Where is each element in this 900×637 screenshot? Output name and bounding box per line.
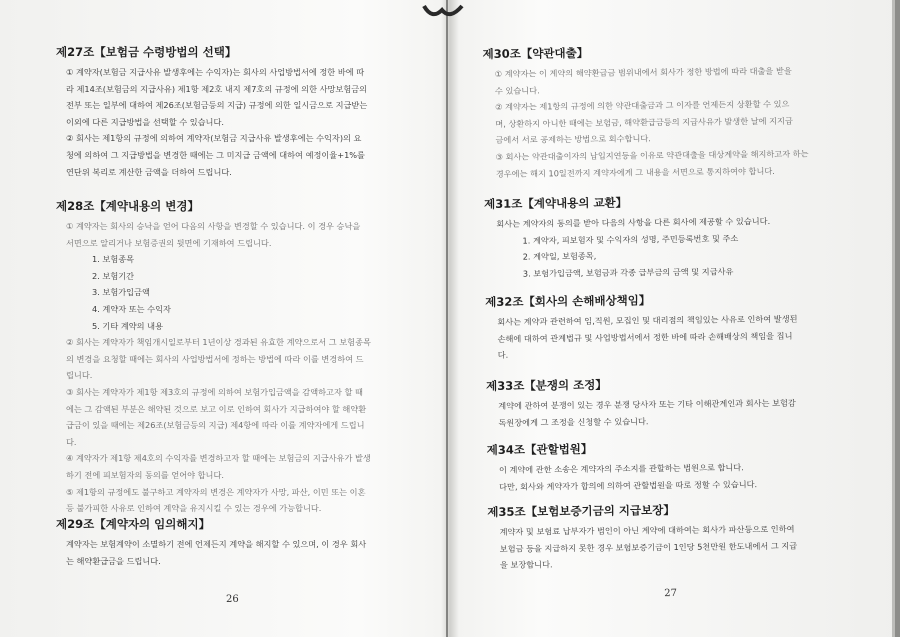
right-page bbox=[482, 0, 853, 637]
article-line: 서면으로 알리거나 보험증권의 뒷면에 기재하여 드립니다. bbox=[66, 237, 272, 248]
article-line: 수 있습니다. bbox=[494, 84, 540, 96]
article-line: 며, 상환하지 아니한 때에는 보험금, 해약환급금등의 지급사유가 발생한 날에 지지급 bbox=[495, 115, 793, 129]
article-line: 하기 전에 피보험자의 동의를 얻어야 합니다. bbox=[66, 469, 224, 480]
article-line: ④ 계약자가 제1항 제4호의 수익자를 변경하고자 할 때에는 보험금의 지급사유가 발생 bbox=[66, 453, 371, 464]
exchange-items-list bbox=[522, 229, 849, 282]
article-line: 금에서 서로 공제하는 방법으로 회수합니다. bbox=[495, 133, 651, 146]
article-28 bbox=[56, 198, 428, 517]
article-title: 제34조【관할법원】 bbox=[486, 441, 593, 457]
article-line: 독원장에게 그 조정을 신청할 수 있습니다. bbox=[498, 415, 649, 428]
article-line: 손해에 대하여 관계법규 및 사업방법서에서 정한 바에 따라 손해배상의 책임을 집니 bbox=[497, 330, 793, 344]
article-31 bbox=[484, 192, 849, 282]
article-27 bbox=[56, 44, 428, 180]
article-title: 제32조【회사의 손해배상책임】 bbox=[485, 293, 651, 309]
article-line: ① 계약자(보험금 지급사유 발생후에는 수익자)는 회사의 사업방법서에 정한 바에 따 bbox=[66, 67, 365, 77]
article-title: 제28조【계약내용의 변경】 bbox=[56, 199, 199, 213]
article-line: 경우에는 해지 10일전까지 계약자에게 그 내용을 서면으로 통지하여야 합니다. bbox=[495, 165, 775, 179]
list-item: 1. 계약자, 피보험자 및 수익자의 성명, 주민등록번호 및 주소 bbox=[522, 232, 739, 246]
article-line: 립니다. bbox=[66, 370, 93, 381]
list-item: 4. 계약자 또는 수익자 bbox=[92, 303, 171, 314]
left-page bbox=[56, 0, 428, 637]
article-line: 전부 또는 일부에 대하여 제26조(보험금등의 지급) 규정에 의한 일시금으로 지급받는 bbox=[66, 100, 368, 111]
article-33 bbox=[486, 374, 851, 431]
article-line: 는 해약환급금을 드립니다. bbox=[66, 555, 161, 566]
article-line: ⑤ 제1항의 규정에도 불구하고 계약자의 변경은 계약자가 사망, 파산, 이민 또는 이혼 bbox=[66, 486, 366, 497]
article-30 bbox=[482, 42, 847, 182]
article-line: ③ 회사는 약관대출이자의 납입지연등을 이유로 약관대출을 대상계약을 해지하고자 하는 bbox=[495, 148, 809, 162]
page-edge bbox=[895, 0, 900, 637]
article-line: 등 불가피한 사유로 인하여 계약을 유지시킬 수 있는 경우에 가능합니다. bbox=[66, 503, 322, 514]
article-34 bbox=[487, 438, 852, 495]
article-title: 제35조【보험보증기금의 지급보장】 bbox=[487, 503, 675, 519]
article-title: 제29조【계약자의 임의해지】 bbox=[56, 517, 211, 531]
article-title: 제30조【약관대출】 bbox=[482, 45, 589, 61]
article-line: 다. bbox=[66, 436, 77, 447]
article-line: ① 계약자는 회사의 승낙을 얻어 다음의 사항을 변경할 수 있습니다. 이 경우 승낙을 bbox=[66, 221, 361, 231]
article-line: 이 계약에 관한 소송은 계약자의 주소지를 관할하는 법원으로 합니다. bbox=[498, 462, 744, 475]
article-line: ② 회사는 제1항의 규정에 의하여 계약자(보험금 지급사유 발생후에는 수익자)의 요 bbox=[66, 133, 362, 144]
article-32 bbox=[485, 290, 850, 364]
article-line: 을 보장합니다. bbox=[499, 559, 553, 571]
article-35 bbox=[487, 500, 852, 574]
page-number: 27 bbox=[664, 587, 678, 600]
article-line: 급금이 있을 때에는 제26조(보험금등의 지급) 제4항에 따라 이를 계약자에게 드립니 bbox=[66, 420, 365, 431]
article-line: ① 계약자는 이 계약의 해약환급금 범위내에서 회사가 정한 방법에 따라 대출을 받을 bbox=[494, 65, 792, 79]
article-title: 제27조【보험금 수령방법의 선택】 bbox=[56, 45, 237, 59]
article-line: 회사는 계약과 관련하여 임,직원, 모집인 및 대리점의 책임있는 사유로 인하여 발생된 bbox=[497, 313, 798, 327]
article-line: 의 변경을 요청할 때에는 회사의 사업방법서에 정하는 방법에 따라 이를 변경하여 드 bbox=[66, 353, 364, 364]
article-line: ③ 회사는 계약자가 제1항 제3호의 규정에 의하여 보험가입금액을 감액하고자 할 때 bbox=[66, 386, 363, 397]
article-line: ② 계약자는 제1항의 규정에 의한 약관대출금과 그 이자를 언제든지 상환할 수 있으 bbox=[495, 98, 790, 113]
article-line: 연단위 복리로 계산한 금액을 더하여 드립니다. bbox=[66, 166, 232, 177]
article-line: 이외에 다른 지급방법을 선택할 수 있습니다. bbox=[66, 116, 224, 127]
list-item: 2. 계약일, 보험종목, bbox=[522, 251, 597, 262]
list-item: 3. 보험가입금액, 보험금과 각종 급부금의 금액 및 지급사유 bbox=[522, 266, 734, 279]
article-line: 에는 그 감액된 부분은 해약된 것으로 보고 이로 인하여 회사가 지급하여야 할 해약환 bbox=[66, 403, 367, 414]
change-items-list bbox=[92, 251, 428, 334]
list-item: 2. 보험기간 bbox=[92, 270, 135, 281]
article-29 bbox=[56, 516, 428, 569]
article-line: 보험금 등을 지급하지 못한 경우 보험보증기금이 1인당 5천만원 한도내에서 그 지급 bbox=[499, 540, 798, 554]
list-item: 1. 보험종목 bbox=[92, 254, 135, 265]
article-line: 다. bbox=[497, 349, 509, 361]
article-line: 계약에 관하여 분쟁이 있는 경우 분쟁 당사자 또는 기타 이해관계인과 회사는 보험감 bbox=[498, 397, 796, 411]
article-line: 라 제14조(보험금의 지급사유) 제1항 제2호 내지 제7호의 규정에 의한 사망보험금의 bbox=[66, 83, 368, 94]
list-item: 3. 보험가입금액 bbox=[92, 287, 150, 298]
article-title: 제31조【계약내용의 교환】 bbox=[484, 195, 628, 211]
article-line: 계약자 및 보험료 납부자가 법인이 아닌 계약에 대하여는 회사가 파산등으로 인하여 bbox=[499, 523, 795, 537]
article-line: 청에 의하여 그 지급방법을 변경한 때에는 그 미지급 금액에 대하여 예정이율+1%를 bbox=[66, 149, 365, 160]
article-line: ② 회사는 계약자가 책임개시일로부터 1년이상 경과된 유효한 계약으로서 그 보험종목 bbox=[66, 337, 371, 348]
page-number: 26 bbox=[226, 594, 239, 605]
list-item: 5. 기타 계약의 내용 bbox=[92, 320, 163, 331]
article-line: 다만, 회사와 계약자가 합의에 의하여 관할법원을 따로 정할 수 있습니다. bbox=[499, 478, 758, 492]
article-line: 계약자는 보험계약이 소멸하기 전에 언제든지 계약을 해지할 수 있으며, 이 경우 회사 bbox=[66, 539, 367, 549]
article-line: 회사는 계약자의 동의를 받아 다음의 사항을 다른 회사에 제공할 수 있습니다. bbox=[496, 215, 771, 229]
book-spine bbox=[446, 0, 448, 637]
article-title: 제33조【분쟁의 조정】 bbox=[485, 377, 607, 393]
